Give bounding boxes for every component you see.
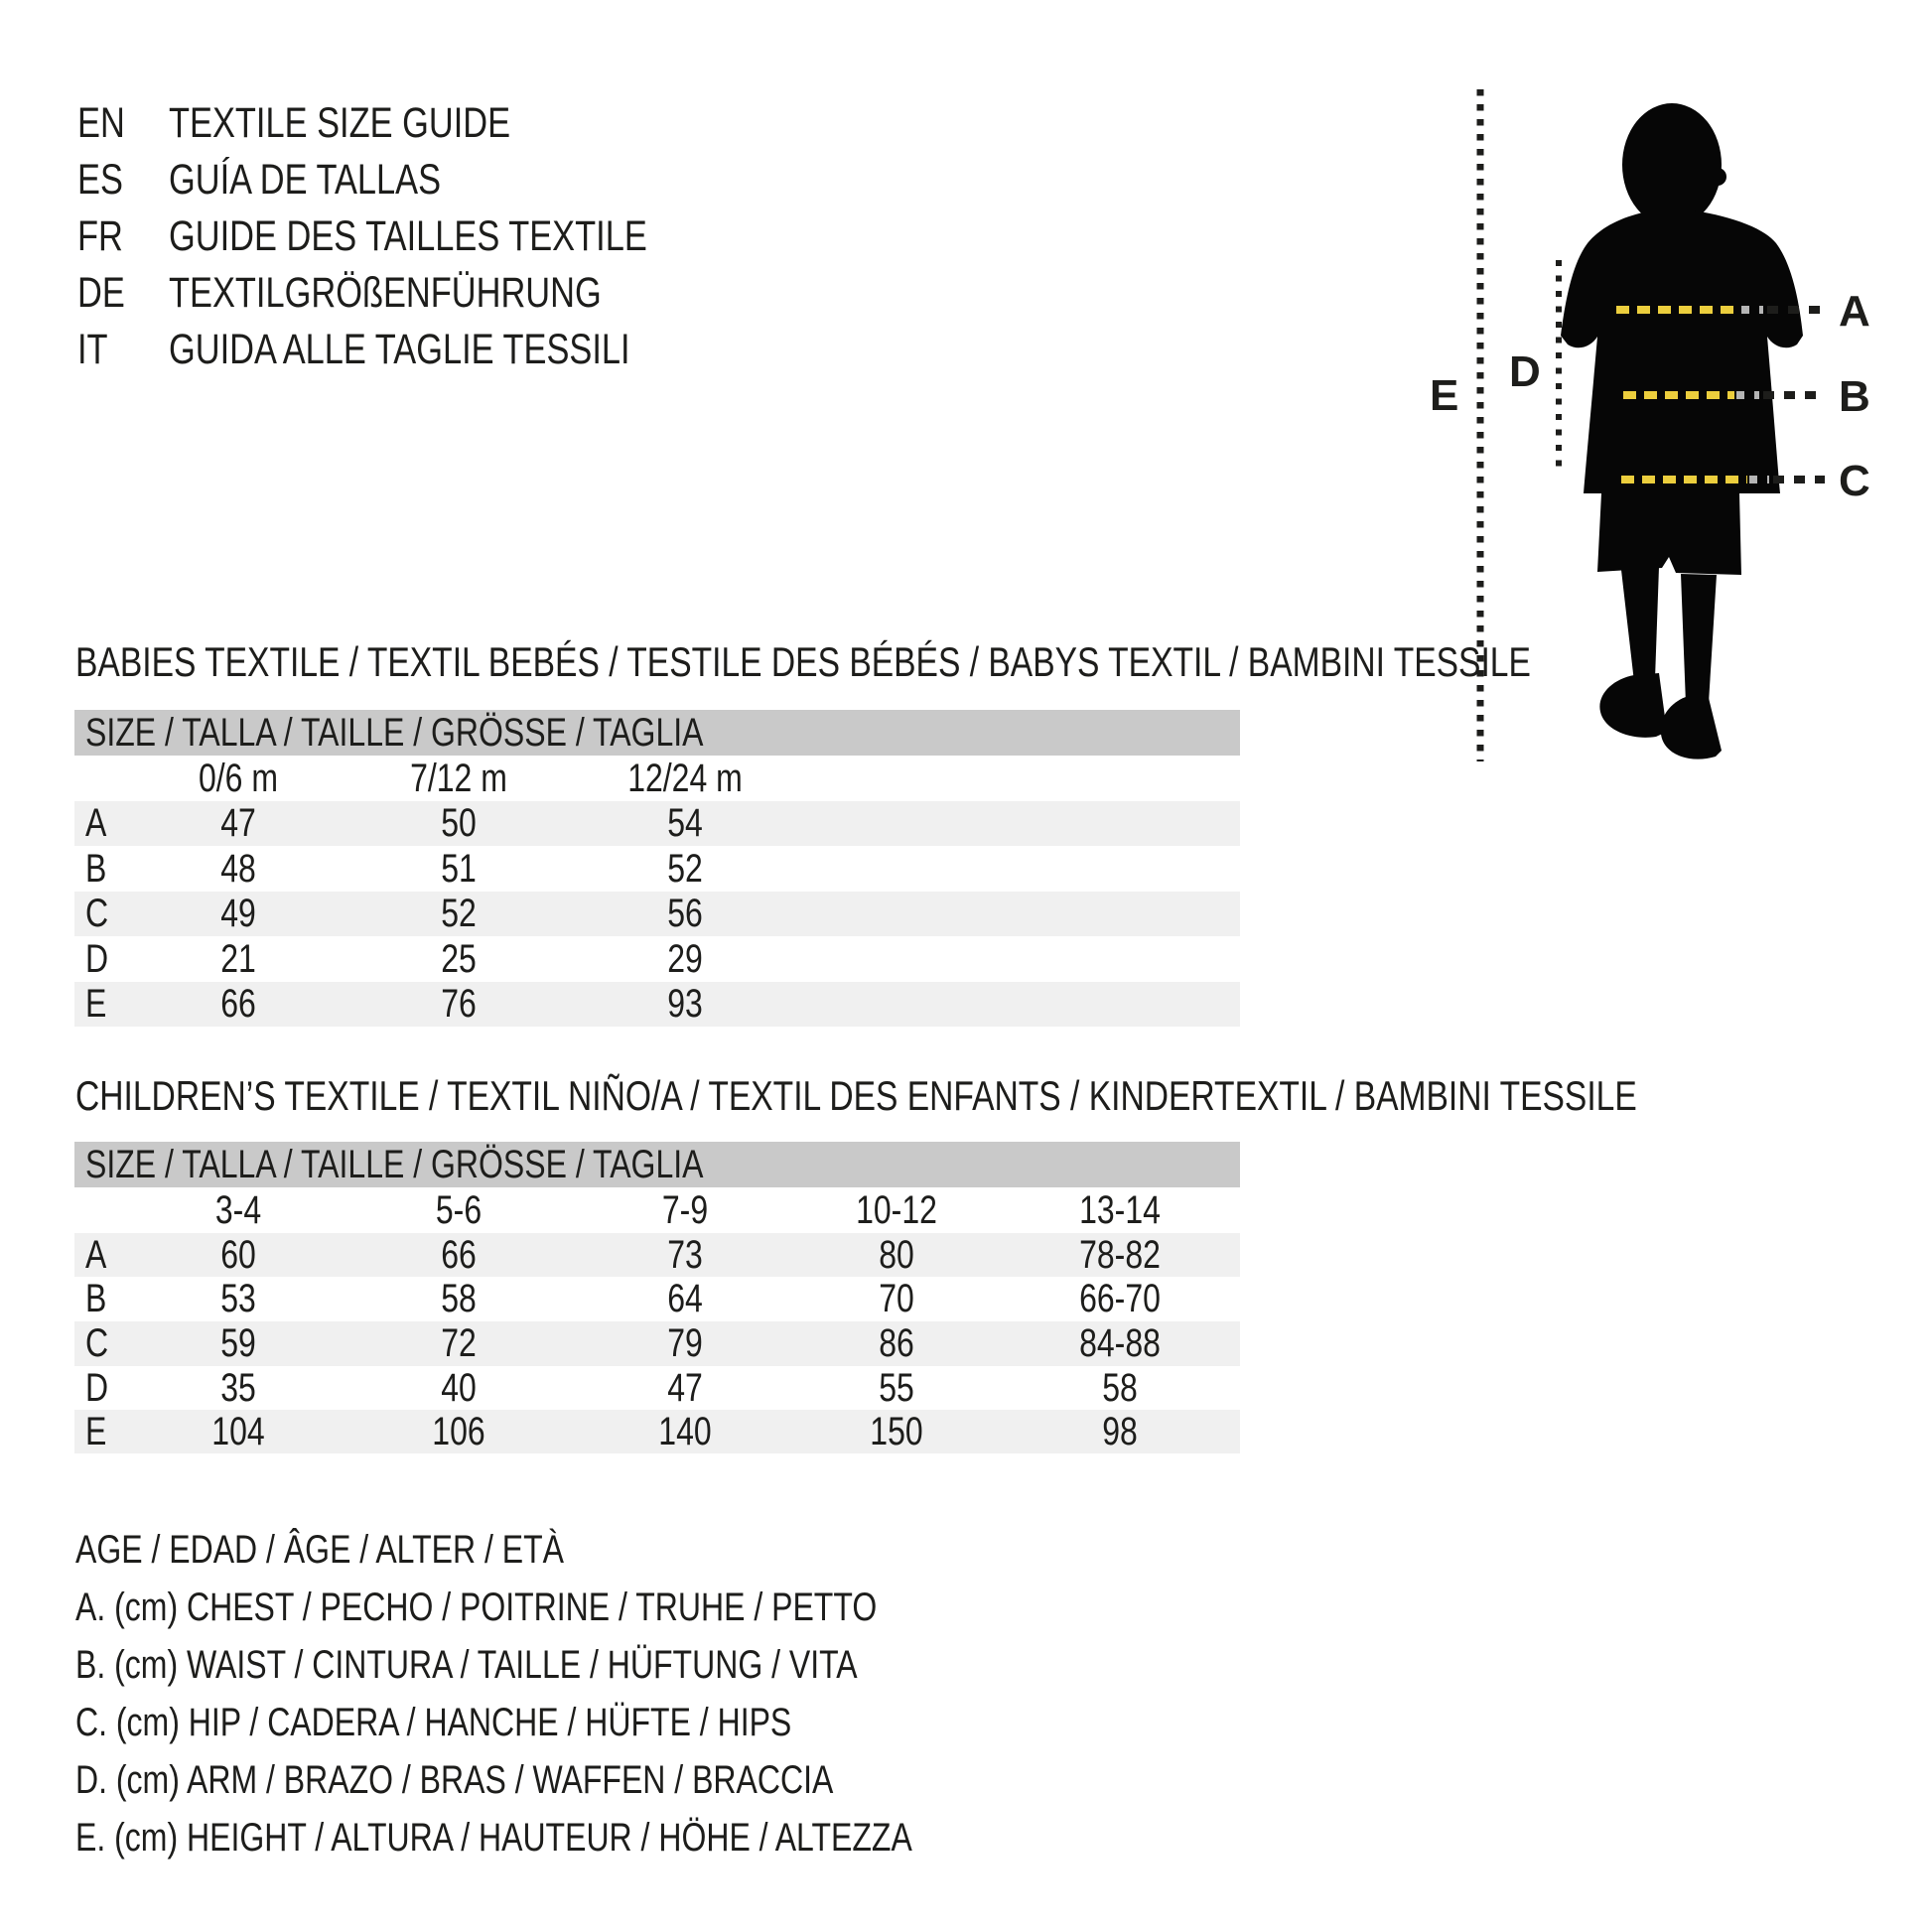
- babies-size-header-label: SIZE / TALLA / TAILLE / GRÖSSE / TAGLIA: [85, 711, 704, 755]
- lang-code-fr: [77, 208, 134, 265]
- cell: 55: [879, 1365, 914, 1410]
- cell: 47: [220, 801, 256, 845]
- lang-code-en: [77, 95, 137, 152]
- children-column-header-row: [74, 1187, 1240, 1233]
- cell: 29: [667, 936, 703, 981]
- row-label: A: [85, 801, 107, 845]
- children-size-header-bar: [74, 1142, 1240, 1187]
- cell: 64: [667, 1277, 703, 1320]
- lang-title-de: [169, 265, 710, 322]
- table-row: [74, 936, 1240, 982]
- measure-label-c: C: [1839, 457, 1870, 505]
- lang-title-text: GUIDE DES TAILLES TEXTILE: [169, 212, 647, 260]
- cell: 72: [441, 1321, 477, 1365]
- column-header: 0/6 m: [198, 756, 279, 800]
- legend-line-waist: [75, 1636, 1053, 1694]
- cell: 150: [870, 1409, 923, 1453]
- column-header: 13-14: [1079, 1187, 1161, 1232]
- column-header: 7-9: [661, 1187, 709, 1232]
- lang-code-text: IT: [77, 326, 108, 373]
- legend-line-text: B. (cm) WAIST / CINTURA / TAILLE / HÜFTUNG / VITA: [75, 1643, 858, 1687]
- cell: 98: [1102, 1409, 1138, 1453]
- lang-code-text: FR: [77, 212, 123, 260]
- children-size-header-label: SIZE / TALLA / TAILLE / GRÖSSE / TAGLIA: [85, 1143, 704, 1186]
- table-row: [74, 1321, 1240, 1366]
- legend-line-hip: [75, 1694, 971, 1751]
- column-header: 7/12 m: [410, 756, 507, 800]
- lang-code-text: EN: [77, 99, 125, 147]
- table-row: [74, 982, 1240, 1027]
- cell: 58: [1102, 1365, 1138, 1410]
- cell: 59: [220, 1321, 256, 1365]
- table-row: [74, 801, 1240, 846]
- cell: 40: [441, 1365, 477, 1410]
- cell: 93: [667, 982, 703, 1026]
- table-row: [74, 892, 1240, 936]
- cell: 80: [879, 1232, 914, 1277]
- children-section-heading: [75, 1072, 1932, 1119]
- column-header: 5-6: [435, 1187, 483, 1232]
- cell: 76: [441, 982, 477, 1026]
- legend-line-text: E. (cm) HEIGHT / ALTURA / HAUTEUR / HÖHE / ALTEZZA: [75, 1816, 912, 1860]
- table-row: [74, 1366, 1240, 1410]
- lang-title-text: TEXTILE SIZE GUIDE: [169, 99, 511, 147]
- babies-column-header-row: [74, 756, 1240, 801]
- cell: 49: [220, 892, 256, 935]
- row-label: C: [85, 1321, 109, 1365]
- row-label: D: [85, 936, 109, 981]
- cell: 58: [441, 1277, 477, 1320]
- table-row: [74, 1277, 1240, 1321]
- column-header: 12/24 m: [627, 756, 743, 800]
- row-label: B: [85, 1277, 107, 1320]
- silhouette-shirt: [1561, 208, 1803, 493]
- table-row: [74, 1410, 1240, 1453]
- cell: 86: [879, 1321, 914, 1365]
- lang-title-es: [169, 152, 509, 208]
- cell: 54: [667, 801, 703, 845]
- measure-label-e: E: [1430, 371, 1459, 420]
- lang-title-fr: [169, 208, 766, 265]
- table-row: [74, 846, 1240, 892]
- lang-code-text: ES: [77, 156, 123, 204]
- cell: 70: [879, 1277, 914, 1320]
- measure-label-d: D: [1509, 347, 1541, 396]
- cell: 104: [211, 1409, 265, 1453]
- children-section-heading-text: CHILDREN’S TEXTILE / TEXTIL NIÑO/A / TEXTIL DES ENFANTS / KINDERTEXTIL / BAMBINI TESSILE: [75, 1072, 1637, 1119]
- row-label: E: [85, 1409, 107, 1453]
- legend-line-text: D. (cm) ARM / BRAZO / BRAS / WAFFEN / BRACCIA: [75, 1758, 834, 1802]
- cell: 140: [658, 1409, 712, 1453]
- cell: 47: [667, 1365, 703, 1410]
- cell: 66-70: [1079, 1277, 1161, 1320]
- lang-code-es: [77, 152, 134, 208]
- row-label: B: [85, 846, 107, 891]
- cell: 50: [441, 801, 477, 845]
- cell: 25: [441, 936, 477, 981]
- cell: 106: [432, 1409, 485, 1453]
- lang-title-en: [169, 95, 596, 152]
- row-label: C: [85, 892, 109, 935]
- silhouette-right-leg: [1681, 574, 1717, 704]
- cell: 48: [220, 846, 256, 891]
- legend-line-height: [75, 1809, 1121, 1866]
- babies-section-heading: [75, 638, 1894, 685]
- lang-code-text: DE: [77, 269, 125, 317]
- legend-line-text: AGE / EDAD / ÂGE / ALTER / ETÀ: [75, 1528, 564, 1572]
- cell: 73: [667, 1232, 703, 1277]
- table-row: [74, 1233, 1240, 1277]
- cell: 78-82: [1079, 1232, 1161, 1277]
- cell: 60: [220, 1232, 256, 1277]
- cell: 56: [667, 892, 703, 935]
- column-header: 10-12: [856, 1187, 937, 1232]
- row-label: D: [85, 1365, 109, 1410]
- legend-line-text: C. (cm) HIP / CADERA / HANCHE / HÜFTE / HIPS: [75, 1701, 792, 1744]
- babies-size-header-bar: [74, 710, 1240, 756]
- cell: 84-88: [1079, 1321, 1161, 1365]
- measure-label-a: A: [1839, 287, 1870, 336]
- cell: 52: [441, 892, 477, 935]
- silhouette-shorts: [1597, 493, 1741, 575]
- cell: 21: [220, 936, 256, 981]
- measure-label-b: B: [1839, 372, 1870, 421]
- legend-line-age: [75, 1521, 686, 1579]
- cell: 52: [667, 846, 703, 891]
- cell: 66: [220, 982, 256, 1026]
- cell: 53: [220, 1277, 256, 1320]
- legend-line-text: A. (cm) CHEST / PECHO / POITRINE / TRUHE / PETTO: [75, 1586, 878, 1629]
- column-header: 3-4: [214, 1187, 262, 1232]
- babies-section-heading-text: BABIES TEXTILE / TEXTIL BEBÉS / TESTILE DES BÉBÉS / BABYS TEXTIL / BAMBINI TESSILE: [75, 638, 1531, 685]
- cell: 51: [441, 846, 477, 891]
- lang-title-it: [169, 322, 746, 378]
- lang-title-text: GUIDA ALLE TAGLIE TESSILI: [169, 326, 630, 373]
- cell: 35: [220, 1365, 256, 1410]
- row-label: A: [85, 1232, 107, 1277]
- legend-line-arm: [75, 1751, 1023, 1809]
- row-label: E: [85, 982, 107, 1026]
- silhouette-right-shoe: [1661, 697, 1722, 759]
- cell: 66: [441, 1232, 477, 1277]
- legend-line-chest: [75, 1579, 1077, 1636]
- lang-title-text: TEXTILGRÖßENFÜHRUNG: [169, 269, 602, 317]
- lang-title-text: GUÍA DE TALLAS: [169, 156, 442, 204]
- lang-code-de: [77, 265, 137, 322]
- lang-code-it: [77, 322, 115, 378]
- silhouette-ear: [1709, 168, 1726, 186]
- cell: 79: [667, 1321, 703, 1365]
